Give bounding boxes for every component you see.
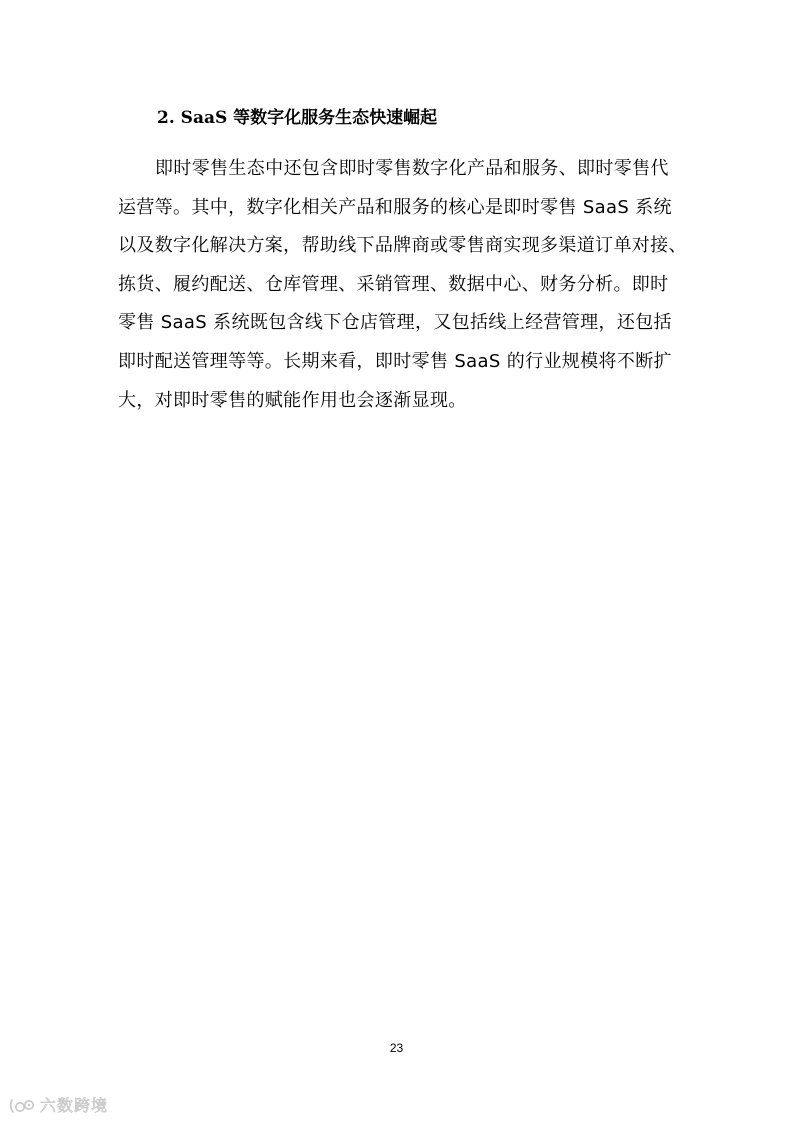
paragraph-line: 以及数字化解决方案，帮助线下品牌商或零售商实现多渠道订单对接、 [118, 235, 687, 257]
paragraph-line: 拣货、履约配送、仓库管理、采销管理、数据中心、财务分析。即时 [118, 273, 669, 295]
brand-logo-icon [8, 1096, 36, 1116]
page-number: 23 [389, 1041, 404, 1055]
section-heading: 2. SaaS 等数字化服务生态快速崛起 [157, 108, 438, 128]
watermark [8, 1094, 108, 1118]
paragraph-line: 大，对即时零售的赋能作用也会逐渐显现。 [118, 389, 467, 411]
paragraph-line: 运营等。其中，数字化相关产品和服务的核心是即时零售 SaaS 系统 [118, 196, 672, 218]
body-paragraph [118, 150, 688, 420]
watermark-text: 六数跨境 [40, 1096, 109, 1115]
paragraph-line: 零售 SaaS 系统既包含线下仓店管理，又包括线上经营管理，还包括 [118, 312, 672, 334]
paragraph-line: 即时零售生态中还包含即时零售数字化产品和服务、即时零售代 [155, 158, 669, 179]
paragraph-line: 即时配送管理等等。长期来看，即时零售 SaaS 的行业规模将不断扩 [118, 350, 672, 372]
